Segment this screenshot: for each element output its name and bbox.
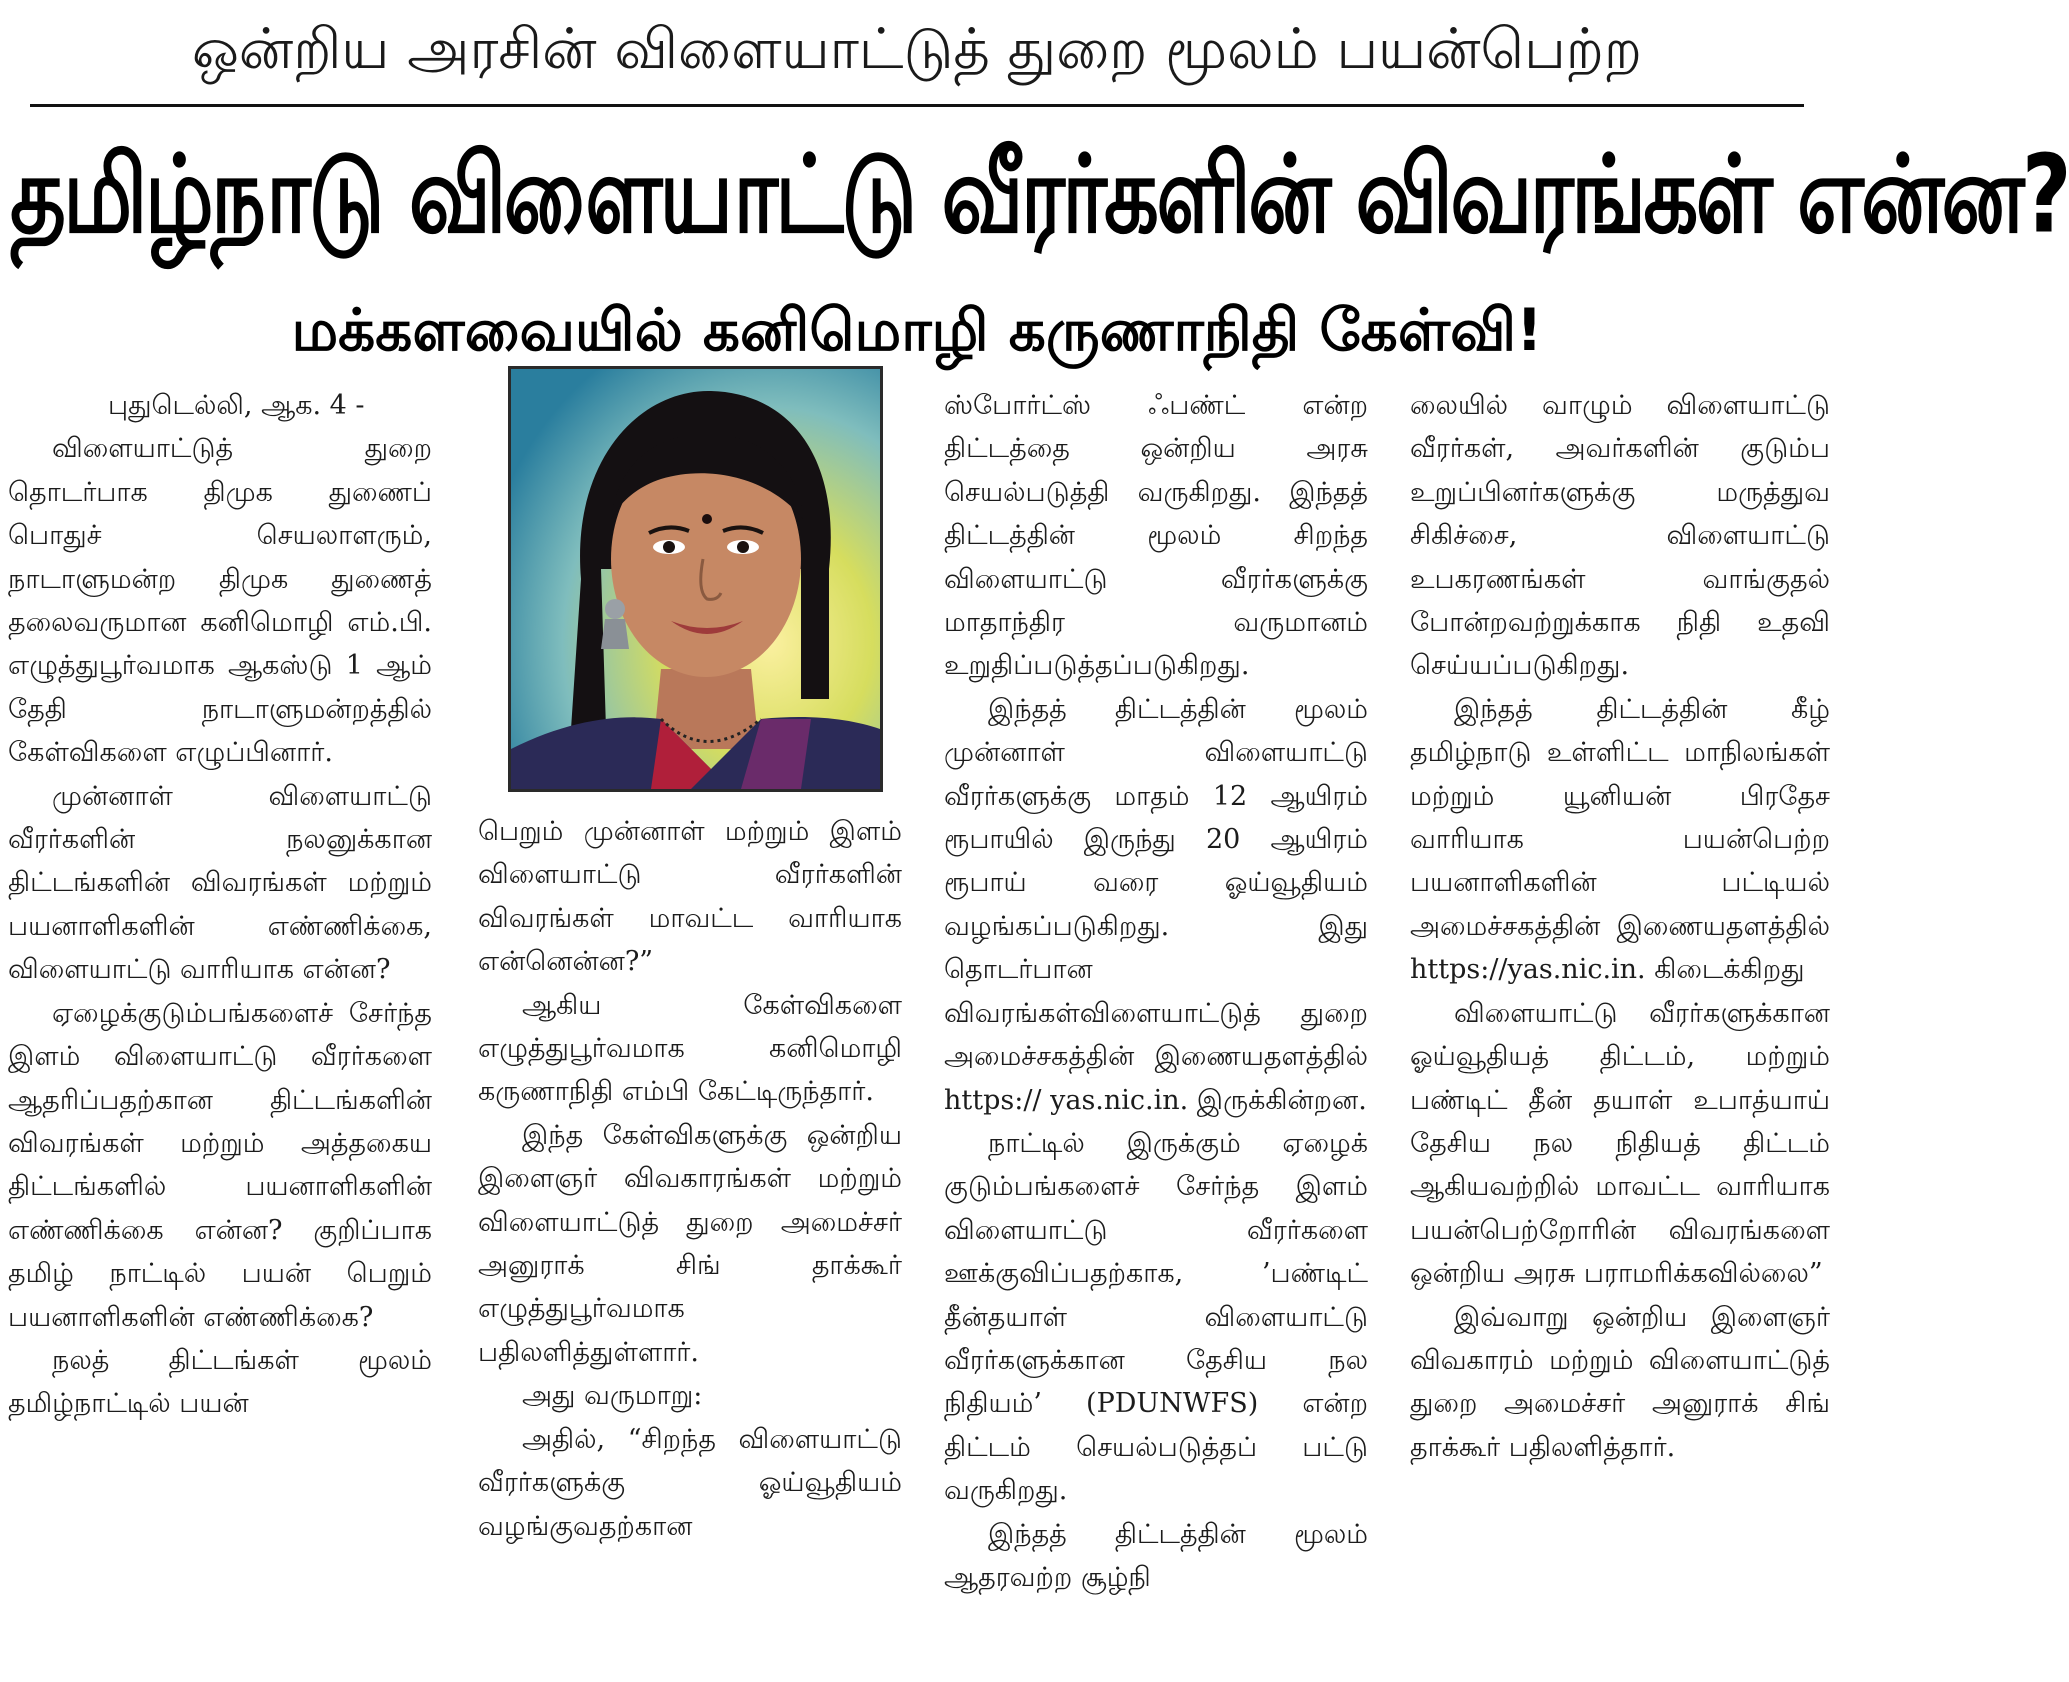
article-column-2: [478, 810, 902, 1682]
article-paragraph: லையில் வாழும் விளையாட்டு வீரர்கள், அவர்களின் குடும்ப உறுப்பினர்களுக்கு மருத்துவ சிகிச்சை, விளையாட்டு உபகரணங்கள் வாங்குதல் போன்றவற்றுக்காக நிதி உதவி செய்யப்படுகிறது.: [1410, 390, 1830, 682]
dateline: புதுடெல்லி, ஆக. 4 -: [108, 390, 365, 421]
kicker-line: ஒன்றிய அரசின் விளையாட்டுத் துறை மூலம் பயன்பெற்ற: [191, 17, 1642, 82]
article-paragraph: ஸ்போர்ட்ஸ் ஃபண்ட் என்ற திட்டத்தை ஒன்றிய அரசு செயல்படுத்தி வருகிறது. இந்தத் திட்டத்தின் மூலம் சிறந்த விளையாட்டு வீரர்களுக்கு மாதாந்திர வருமானம் உறுதிப்படுத்தப்படுகிறது.: [944, 390, 1368, 682]
article-paragraph: முன்னாள் விளையாட்டு வீரர்களின் நலனுக்கான திட்டங்களின் விவரங்கள் மற்றும் பயனாளிகளின் எண்ணிக்கை, விளையாட்டு வாரியாக என்ன?: [8, 780, 432, 986]
article-paragraph: இந்தத் திட்டத்தின் மூலம் ஆதரவற்ற சூழ்நி: [944, 1518, 1368, 1593]
article-column-1: [8, 384, 432, 1682]
article-paragraph: பெறும் முன்னாள் மற்றும் இளம் விளையாட்டு வீரர்களின் விவரங்கள் மாவட்ட வாரியாக என்னென்ன?”: [478, 816, 902, 978]
article-paragraph: நலத் திட்டங்கள் மூலம் தமிழ்நாட்டில் பயன்: [8, 1344, 432, 1420]
article-paragraph: விளையாட்டு வீரர்களுக்கான ஓய்வூதியத் திட்டம், மற்றும் பண்டிட் தீன் தயாள் உபாத்யாய் தேசிய நல நிதியத் திட்டம் ஆகியவற்றில் மாவட்ட வாரியாக பயன்பெற்றோரின் விவரங்களை ஒன்றிய அரசு பராமரிக்கவில்லை”: [1410, 997, 1830, 1290]
headline: தமிழ்நாடு விளையாட்டு வீரர்களின் விவரங்கள் என்ன?: [10, 132, 2069, 258]
article-paragraph: இந்த கேள்விகளுக்கு ஒன்றிய இளைஞர் விவகாரங்கள் மற்றும் விளையாட்டுத் துறை அமைச்சர் அனுராக் சிங் தாக்கூர் எழுத்துபூர்வமாக பதிலளித்துள்ளார்.: [478, 1119, 902, 1368]
subheadline: மக்களவையில் கனிமொழி கருணாநிதி கேள்வி!: [291, 296, 1543, 364]
article-column-4: [1410, 384, 1830, 1682]
article-paragraph: இந்தத் திட்டத்தின் கீழ் தமிழ்நாடு உள்ளிட்ட மாநிலங்கள் மற்றும் யூனியன் பிரதேச வாரியாக பயன்பெற்ற பயனாளிகளின் பட்டியல் அமைச்சகத்தின் இணையதளத்தில் https://yas.nic.in. கிடைக்கிறது: [1410, 693, 1830, 986]
article-paragraph: நாட்டில் இருக்கும் ஏழைக் குடும்பங்களைச் சேர்ந்த இளம் விளையாட்டு வீரர்களை ஊக்குவிப்பதற்காக, ’பண்டிட் தீன்தயாள் விளையாட்டு வீரர்களுக்கான தேசிய நல நிதியம்’ (PDUNWFS) என்ற திட்டம் செயல்படுத்தப் பட்டு வருகிறது.: [944, 1127, 1368, 1507]
portrait-photo: [508, 366, 883, 792]
article-paragraph: அது வருமாறு:: [522, 1380, 703, 1412]
portrait-illustration: [511, 369, 880, 789]
article-paragraph: ஏழைக்குடும்பங்களைச் சேர்ந்த இளம் விளையாட்டு வீரர்களை ஆதரிப்பதற்கான திட்டங்களின் விவரங்கள் மற்றும் அத்தகைய திட்டங்களில் பயனாளிகளின் எண்ணிக்கை என்ன? குறிப்பாக தமிழ் நாட்டில் பயன் பெறும் பயனாளிகளின் எண்ணிக்கை?: [8, 997, 432, 1333]
article-column-3: [944, 384, 1368, 1682]
article-paragraph: இவ்வாறு ஒன்றிய இளைஞர் விவகாரம் மற்றும் விளையாட்டுத் துறை அமைச்சர் அனுராக் சிங் தாக்கூர் பதிலளித்தார்.: [1410, 1301, 1830, 1463]
article-paragraph: இந்தத் திட்டத்தின் மூலம் முன்னாள் விளையாட்டு வீரர்களுக்கு மாதம் 12 ஆயிரம் ரூபாயில் இருந்து 20 ஆயிரம் ரூபாய் வரை ஓய்வூதியம் வழங்கப்படுகிறது. இது தொடர்பான விவரங்கள்விளையாட்டுத் துறை அமைச்சகத்தின் இணையதளத்தில் https:// yas.nic.in. இருக்கின்றன.: [944, 693, 1368, 1116]
article-paragraph: அதில், “சிறந்த விளையாட்டு வீரர்களுக்கு ஓய்வூதியம் வழங்குவதற்கான: [478, 1423, 902, 1542]
article-paragraph: விளையாட்டுத் துறை தொடர்பாக திமுக துணைப் பொதுச் செயலாளரும், நாடாளுமன்ற திமுக துணைத் தலைவருமான கனிமொழி எம்.பி. எழுத்துபூர்வமாக ஆகஸ்டு 1 ஆம் தேதி நாடாளுமன்றத்தில் கேள்விகளை எழுப்பினார்.: [8, 433, 432, 769]
article-paragraph: ஆகிய கேள்விகளை எழுத்துபூர்வமாக கனிமொழி கருணாநிதி எம்பி கேட்டிருந்தார்.: [478, 989, 902, 1108]
